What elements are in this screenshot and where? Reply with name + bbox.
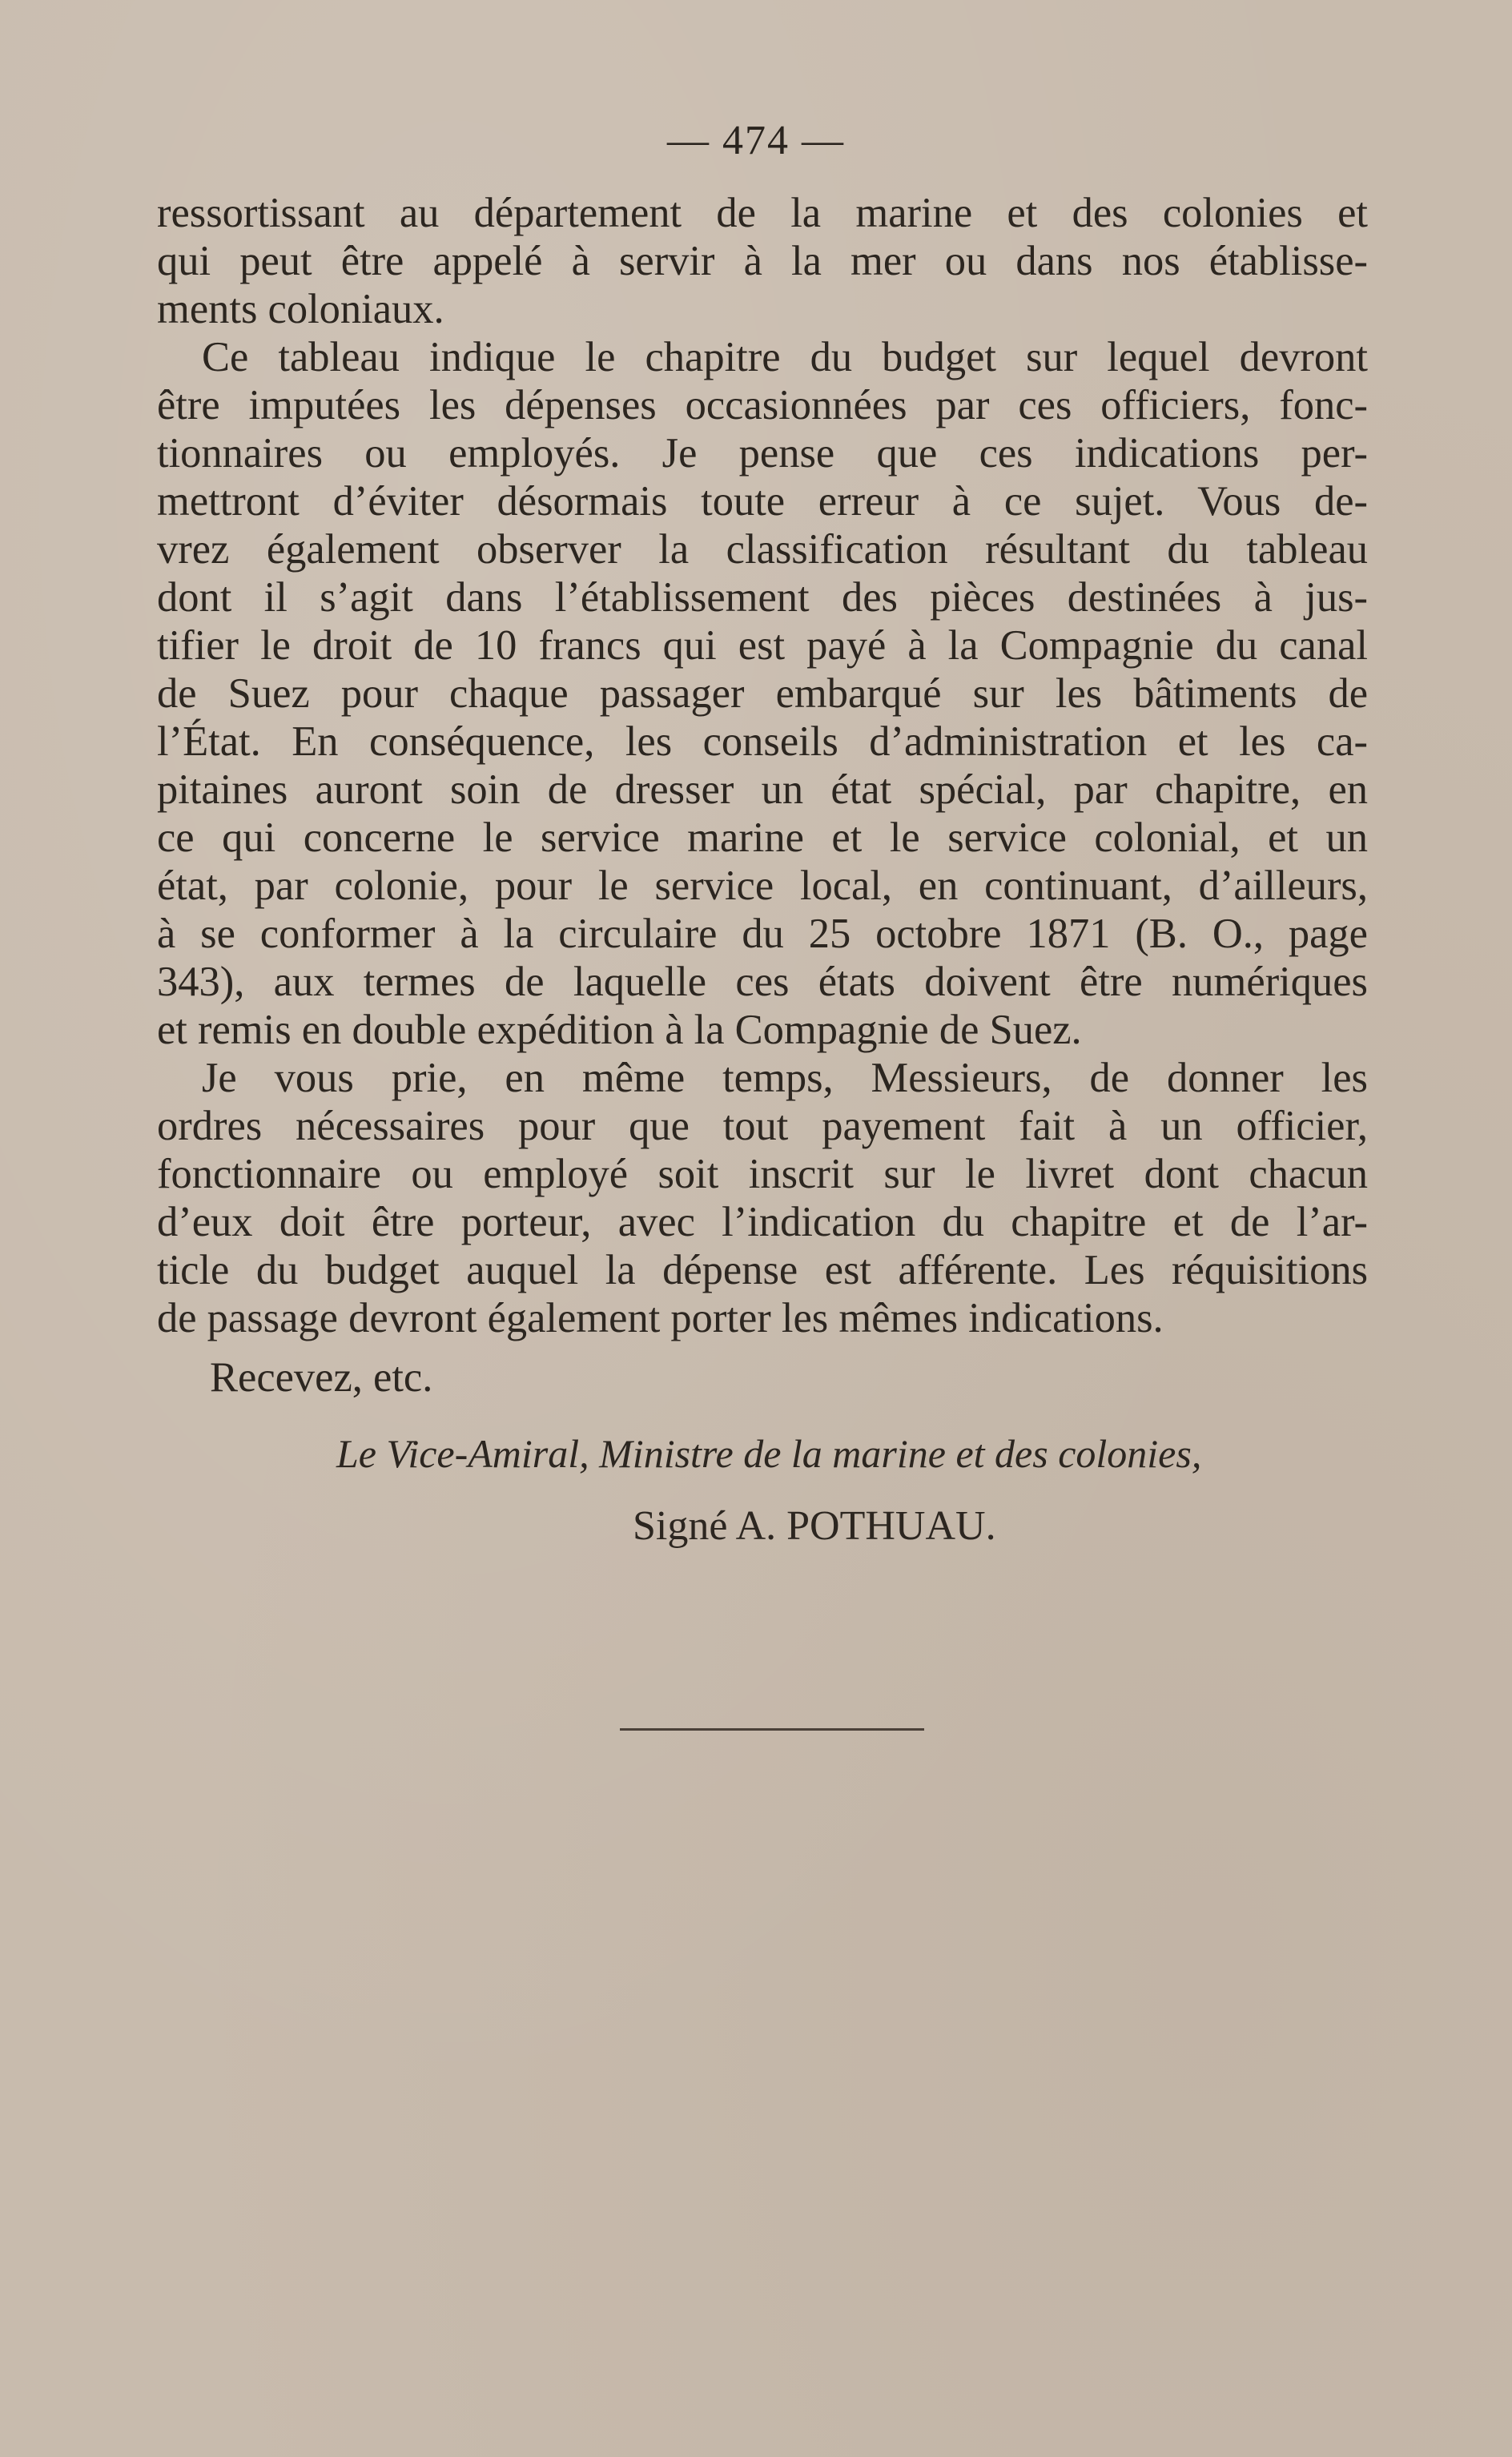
text-line: l’État. En conséquence, les conseils d’administration et les ca- <box>157 718 1368 765</box>
text-line: dont il s’agit dans l’établissement des pièces destinées à jus- <box>157 574 1368 621</box>
end-rule <box>620 1728 924 1731</box>
body-text <box>157 189 1368 1342</box>
text-line: ments coloniaux. <box>157 286 444 332</box>
text-line: et remis en double expédition à la Compagnie de Suez. <box>157 1007 1082 1053</box>
page-number: — 474 — <box>667 118 845 163</box>
text-line: à se conformer à la circulaire du 25 octobre 1871 (B. O., page <box>157 911 1368 957</box>
signature-title: Le Vice-Amiral, Ministre de la marine et des colonies, <box>336 1431 1202 1476</box>
text-line: Je vous prie, en même temps, Messieurs, de donner les <box>202 1055 1368 1101</box>
text-line: d’eux doit être porteur, avec l’indication du chapitre et de l’ar- <box>157 1199 1368 1245</box>
text-line: Ce tableau indique le chapitre du budget sur lequel devront <box>202 334 1368 380</box>
text-line: fonctionnaire ou employé soit inscrit sur le livret dont chacun <box>157 1151 1368 1197</box>
text-line: ressortissant au département de la marine et des colonies et <box>157 190 1368 236</box>
text-line: tifier le droit de 10 francs qui est payé à la Compagnie du canal <box>157 622 1368 669</box>
text-line: état, par colonie, pour le service local, en continuant, d’ailleurs, <box>157 863 1368 909</box>
text-line: ordres nécessaires pour que tout payement fait à un officier, <box>157 1103 1368 1149</box>
text-line: vrez également observer la classification résultant du tableau <box>157 526 1368 573</box>
text-line: qui peut être appelé à servir à la mer ou dans nos établisse- <box>157 238 1368 284</box>
text-line: ticle du budget auquel la dépense est afférente. Les réquisitions <box>157 1247 1368 1293</box>
text-line: de passage devront également porter les mêmes indications. <box>157 1295 1164 1341</box>
text-line: 343), aux termes de laquelle ces états doivent être numériques <box>157 959 1368 1005</box>
text-line: pitaines auront soin de dresser un état spécial, par chapitre, en <box>157 766 1368 813</box>
closing-formula: Recevez, etc. <box>210 1354 433 1401</box>
signature-name: Signé A. POTHUAU. <box>633 1503 996 1549</box>
text-line: être imputées les dépenses occasionnées par ces officiers, fonc- <box>157 382 1368 428</box>
text-line: tionnaires ou employés. Je pense que ces indications per- <box>157 430 1368 477</box>
text-line: de Suez pour chaque passager embarqué sur les bâtiments de <box>157 670 1368 717</box>
text-line: mettront d’éviter désormais toute erreur à ce sujet. Vous de- <box>157 478 1368 525</box>
text-line: ce qui concerne le service marine et le service colonial, et un <box>157 814 1368 861</box>
